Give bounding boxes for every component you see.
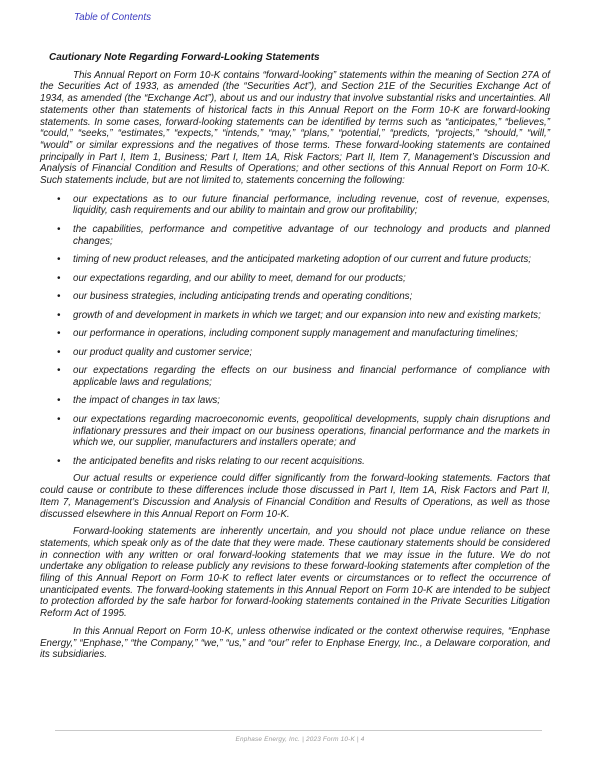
page-content [40, 0, 550, 661]
paragraph-intro: This Annual Report on Form 10-K contains “forward-looking” statements within the meaning of Section 27A of the Securities Act of 1933, as amended (the “Securities Act”), and Section 21E of the Securities Exchange Act of 1934, as amended (the “Exchange Act”), about us and our industry that involve substantial risks and uncertainties. All statements other than statements of historical facts in this Annual Report on the Form 10-K are forward-looking statements. In some cases, forward-looking statements can be identified by terms such as “anticipates,” “believes,” “could,” “seeks,” “estimates,” “expects,” “intends,” “may,” “plans,” “potential,” “predicts, “projects,” “should,” “will,” “would” or similar expressions and the negatives of those terms. These forward-looking statements are contained principally in Part I, Item 1, Business; Part I, Item 1A, Risk Factors; Part II, Item 7, Management’s Discussion and Analysis of Financial Condition and Results of Operations; and other sections of this Annual Report on Form 10-K. Such statements include, but are not limited to, statements concerning the following: [40, 69, 550, 187]
section-heading: Cautionary Note Regarding Forward-Looking Statements [49, 51, 320, 63]
bullet-text: the capabilities, performance and competitive advantage of our technology and products and planned changes; [73, 223, 550, 247]
bullet-text: our expectations regarding the effects on our business and financial performance of compliance with applicable laws and regulations; [73, 365, 550, 388]
bullet-item [40, 291, 550, 303]
bullet-marker: • [57, 309, 61, 321]
paragraph-actual-results: Our actual results or experience could differ significantly from the forward-looking statements. Factors that could cause or contribute to these differences include those discussed in Part I, Item 1A, Risk Factors and Part II, Item 7, Management’s Discussion and Analysis of Financial Condition and Results of Operations, as well as those discussed elsewhere in this Annual Report on Form 10-K. [40, 473, 550, 520]
bullet-item [40, 224, 550, 247]
bullet-marker: • [57, 395, 61, 407]
bullet-text: our expectations as to our future financial performance, including revenue, cost of revenue, expenses, liquidity, cash requirements and our ability to maintain and grow our profitability; [73, 193, 550, 217]
bullet-item [40, 365, 550, 388]
bullet-item [40, 328, 550, 340]
bullet-marker: • [57, 365, 61, 377]
bullet-marker: • [57, 254, 61, 266]
bullet-item [40, 456, 550, 468]
bullet-text: timing of new product releases, and the anticipated marketing adoption of our current and future products; [73, 254, 532, 266]
bullet-text: growth of and development in markets in which we target; and our expansion into new and existing markets; [73, 309, 541, 321]
bullet-item [40, 254, 550, 266]
bullet-marker: • [57, 223, 61, 235]
bullet-item [40, 414, 550, 449]
bullet-text: our business strategies, including anticipating trends and operating conditions; [73, 291, 413, 303]
bullet-item [40, 347, 550, 359]
bullet-text: the impact of changes in tax laws; [73, 395, 221, 407]
bullet-marker: • [57, 413, 61, 425]
bullet-marker: • [57, 346, 61, 358]
table-of-contents-link[interactable]: Table of Contents [74, 12, 152, 23]
bullet-text: our performance in operations, including component supply management and manufacturing timelines; [73, 328, 518, 340]
bullet-marker: • [57, 291, 61, 303]
page-footer: Enphase Energy, Inc. | 2023 Form 10-K | 4 [235, 736, 365, 743]
bullet-marker: • [57, 272, 61, 284]
bullet-text: our product quality and customer service; [73, 346, 253, 358]
bullet-marker: • [57, 328, 61, 340]
bullet-text: the anticipated benefits and risks relating to our recent acquisitions. [73, 455, 365, 467]
bullet-marker: • [57, 193, 61, 205]
bullet-marker: • [57, 455, 61, 467]
bullet-item [40, 310, 550, 322]
paragraph-definitions: In this Annual Report on Form 10-K, unless otherwise indicated or the context otherwise requires, “Enphase Energy,” “Enphase,” “the Company,” “we,” “us,” and “our” refer to Enphase Energy, Inc., a Delaware corporation, and its subsidiaries. [40, 625, 550, 661]
bullet-text: our expectations regarding macroeconomic events, geopolitical developments, supply chain disruptions and inflationary pressures and their impact on our business operations, financial performance and the markets in which we, our supplier, manufacturers and installers operate; and [73, 413, 550, 449]
paragraph-uncertainty: Forward-looking statements are inherently uncertain, and you should not place undue reliance on these statements, which speak only as of the date that they were made. These cautionary statements should be considered in connection with any written or oral forward-looking statements that we may issue in the future. We do not undertake any obligation to release publicly any revisions to these forward-looking statements after completion of the filing of this Annual Report on Form 10-K to reflect later events or circumstances or to reflect the occurrence of unanticipated events. The forward-looking statements in this Annual Report on Form 10-K are intended to be subject to protection afforded by the safe harbor for forward-looking statements contained in the Private Securities Litigation Reform Act of 1995. [40, 526, 550, 620]
bullet-item [40, 395, 550, 407]
bullet-text: our expectations regarding, and our ability to meet, demand for our products; [73, 272, 406, 284]
bullet-item [40, 194, 550, 217]
footer-divider [55, 730, 542, 731]
bullet-item [40, 273, 550, 285]
bullet-list [40, 194, 550, 468]
